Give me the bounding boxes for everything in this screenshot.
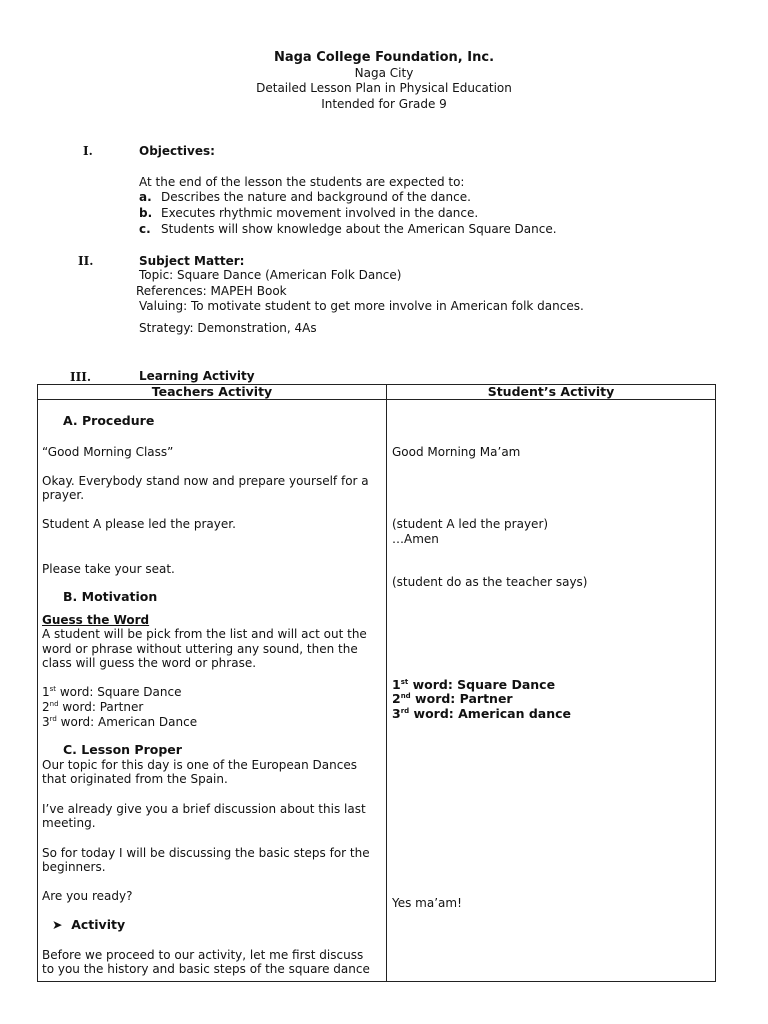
teacher-line: A student will be pick from the list and will act out the	[42, 627, 367, 641]
teacher-line: class will guess the word or phrase.	[42, 656, 257, 670]
motivation-heading: B. Motivation	[63, 589, 158, 604]
activity-heading: ➤ Activity	[52, 917, 126, 932]
list-item: Describes the nature and background of the dance.	[161, 190, 471, 204]
section-number: II.	[78, 254, 94, 268]
teacher-line: Okay. Everybody stand now and prepare yourself for a	[42, 474, 369, 488]
section-title: Subject Matter:	[139, 254, 245, 268]
student-greeting: Good Morning Ma’am	[392, 445, 521, 459]
word-item: 3rd word: American Dance	[42, 715, 198, 729]
teacher-line: beginners.	[42, 860, 106, 874]
student-activity-cell	[387, 400, 716, 982]
teacher-line: word or phrase without uttering any sound, then the	[42, 642, 358, 656]
teacher-line: I’ve already give you a brief discussion about this last	[42, 802, 366, 816]
city: Naga City	[354, 66, 414, 80]
arrow-bullet-icon: ➤	[52, 917, 63, 932]
teacher-line: So for today I will be discussing the basic steps for the	[42, 846, 370, 860]
list-letter: c.	[139, 222, 151, 236]
teacher-line: that originated from the Spain.	[42, 772, 228, 786]
teacher-line: meeting.	[42, 816, 96, 830]
teacher-activity-cell	[38, 400, 387, 982]
teacher-line: Before we proceed to our activity, let me first discuss	[42, 948, 364, 962]
section-number: III.	[70, 370, 92, 384]
teacher-line: to you the history and basic steps of the square dance	[42, 962, 370, 976]
word-item: 2nd word: Partner	[42, 700, 144, 714]
student-column-header: Student’s Activity	[387, 385, 716, 400]
teacher-column-header: Teachers Activity	[38, 385, 387, 400]
teacher-line: prayer.	[42, 488, 85, 502]
teacher-line: Student A please led the prayer.	[42, 517, 236, 531]
teacher-greeting: “Good Morning Class”	[42, 445, 174, 459]
references-line: References: MAPEH Book	[136, 284, 287, 298]
teacher-line: Are you ready?	[42, 889, 133, 903]
list-letter: b.	[139, 206, 153, 220]
topic-line: Topic: Square Dance (American Folk Dance)	[139, 268, 402, 282]
section-title: Objectives:	[139, 144, 215, 158]
student-word-item: 2nd word: Partner	[392, 691, 513, 706]
teacher-line: Our topic for this day is one of the European Dances	[42, 758, 357, 772]
activity-table	[37, 384, 716, 982]
grade-line: Intended for Grade 9	[321, 97, 447, 111]
teacher-line: Please take your seat.	[42, 562, 175, 576]
student-word-item: 3rd word: American dance	[392, 706, 572, 721]
student-line: (student A led the prayer)	[392, 517, 549, 531]
section-title: Learning Activity	[139, 369, 255, 383]
student-word-item: 1st word: Square Dance	[392, 677, 556, 692]
list-letter: a.	[139, 190, 152, 204]
guess-the-word-heading: Guess the Word	[42, 613, 150, 627]
school-name: Naga College Foundation, Inc.	[273, 50, 495, 65]
lesson-proper-heading: C. Lesson Proper	[63, 742, 182, 757]
word-item: 1st word: Square Dance	[42, 685, 182, 699]
valuing-line: Valuing: To motivate student to get more involve in American folk dances.	[139, 299, 584, 313]
student-line: Yes ma’am!	[392, 896, 462, 910]
plan-title: Detailed Lesson Plan in Physical Education	[256, 81, 512, 95]
section-number: I.	[83, 144, 93, 158]
list-item: Students will show knowledge about the American Square Dance.	[161, 222, 557, 236]
objectives-intro: At the end of the lesson the students are expected to:	[139, 175, 465, 189]
student-line: (student do as the teacher says)	[392, 575, 588, 589]
list-item: Executes rhythmic movement involved in the dance.	[161, 206, 479, 220]
student-line: …Amen	[392, 532, 439, 546]
procedure-heading: A. Procedure	[63, 413, 155, 428]
strategy-line: Strategy: Demonstration, 4As	[139, 321, 317, 335]
